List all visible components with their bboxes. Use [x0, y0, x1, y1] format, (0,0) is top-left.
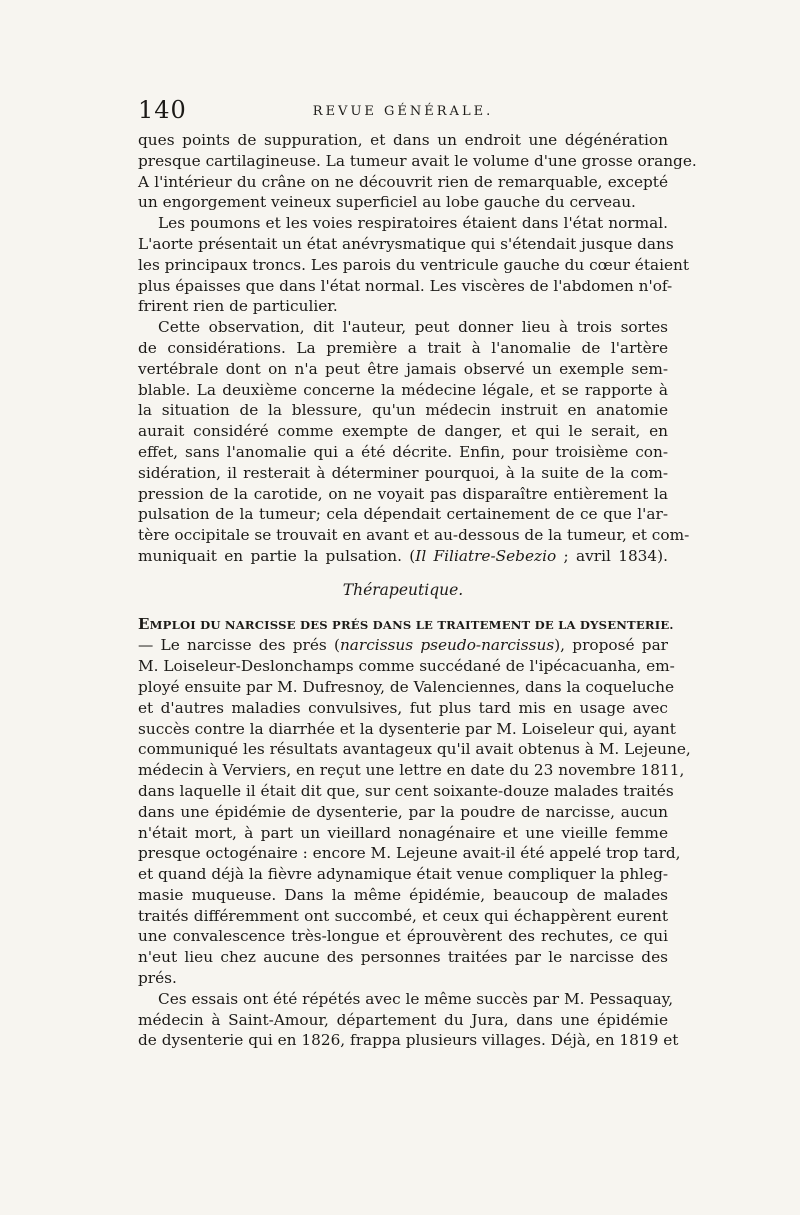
- text-line: L'aorte présentait un état anévrysmatique qui s'étendait jusque dans: [138, 234, 674, 253]
- running-title: REVUE GÉNÉRALE.: [312, 104, 494, 119]
- text-line: sidération, il resterait à déterminer pourquoi, à la suite de la com-: [138, 463, 668, 482]
- text-line: dans laquelle il était dit que, sur cent soixante-douze malades traités: [138, 781, 674, 800]
- text-line: vertébrale dont on n'a peut être jamais observé un exemple sem-: [138, 359, 668, 378]
- text-line: effet, sans l'anomalie qui a été décrite. Enfin, pour troisième con-: [138, 442, 668, 461]
- heading-initial: E: [138, 614, 150, 633]
- text-line: frirent rien de particulier.: [138, 297, 338, 316]
- paragraph-final: [138, 989, 679, 1051]
- page-header: [138, 96, 668, 126]
- text-line: masie muqueuse. Dans la même épidémie, beaucoup de malades: [138, 885, 668, 904]
- paragraph-1: [138, 130, 697, 213]
- page-number: 140: [138, 96, 187, 124]
- text-line: Cette observation, dit l'auteur, peut donner lieu à trois sortes: [158, 318, 668, 337]
- text-line: et quand déjà la fièvre adynamique était venue compliquer la phleg-: [138, 865, 669, 884]
- text-line: prés.: [138, 969, 177, 988]
- section-title: Thérapeutique.: [342, 580, 464, 599]
- text-line: — Le narcisse des prés (narcissus pseudo-narcissus), proposé par: [138, 636, 668, 655]
- text-line: traités différemment ont succombé, et ceux qui échappèrent eurent: [138, 906, 668, 925]
- text-line: tère occipitale se trouvait en avant et au-dessous de la tumeur, et com-: [138, 526, 690, 545]
- text-line: médecin à Saint-Amour, département du Jura, dans une épidémie: [138, 1010, 668, 1029]
- text-line: Ces essais ont été répétés avec le même succès par M. Pessaquay,: [158, 989, 674, 1008]
- article-heading: [138, 614, 674, 636]
- text-line: les principaux troncs. Les parois du ventricule gauche du cœur étaient: [138, 255, 690, 274]
- text-line: muniquait en partie la pulsation. (Il Filiatre-Sebezio ; avril 1834).: [138, 546, 668, 565]
- paragraph-2: [138, 213, 690, 317]
- text-line: ployé ensuite par M. Dufresnoy, de Valenciennes, dans la coqueluche: [138, 677, 675, 696]
- text-line: pulsation de la tumeur; cela dépendait certainement de ce que l'ar-: [138, 505, 668, 524]
- text-line: presque octogénaire : encore M. Lejeune avait-il été appelé trop tard,: [138, 844, 681, 863]
- heading-text: MPLOI DU NARCISSE DES PRÉS DANS LE TRAITEMENT DE LA DYSENTERIE.: [149, 617, 674, 632]
- text-line: de dysenterie qui en 1826, frappa plusieurs villages. Déjà, en 1819 et: [138, 1031, 679, 1050]
- text-line: A l'intérieur du crâne on ne découvrit rien de remarquable, excepté: [138, 172, 668, 191]
- italic-phrase: narcissus pseudo-narcissus: [339, 636, 555, 655]
- text-line: plus épaisses que dans l'état normal. Les viscères de l'abdomen n'of-: [138, 276, 673, 295]
- text-line: pression de la carotide, on ne voyait pas disparaître entièrement la: [138, 484, 668, 503]
- text-line: communiqué les résultats avantageux qu'il avait obtenus à M. Lejeune,: [138, 740, 691, 759]
- text-line: presque cartilagineuse. La tumeur avait le volume d'une grosse orange.: [138, 151, 697, 170]
- text-line: médecin à Verviers, en reçut une lettre en date du 23 novembre 1811,: [138, 761, 685, 780]
- text-line: ques points de suppuration, et dans un endroit une dégénération: [138, 131, 668, 149]
- text-line: et d'autres maladies convulsives, fut plus tard mis en usage avec: [138, 698, 668, 717]
- text-line: un engorgement veineux superficiel au lobe gauche du cerveau.: [138, 193, 636, 212]
- text-line: blable. La deuxième concerne la médecine légale, et se rapporte à: [138, 380, 668, 399]
- text-line: n'était mort, à part un vieillard nonagénaire et une vieille femme: [138, 823, 668, 842]
- text-line: Les poumons et les voies respiratoires étaient dans l'état normal.: [158, 214, 668, 233]
- page-body: [138, 130, 697, 1051]
- text-line: dans une épidémie de dysenterie, par la poudre de narcisse, aucun: [138, 802, 668, 821]
- text-line: n'eut lieu chez aucune des personnes traitées par le narcisse des: [138, 948, 668, 967]
- article: [138, 614, 691, 989]
- italic-phrase: Il Filiatre-Sebezio: [415, 546, 557, 565]
- text-line: de considérations. La première a trait à l'anomalie de l'artère: [138, 338, 668, 357]
- paragraph-3: [138, 317, 690, 567]
- text-line: aurait considéré comme exempte de danger, et qui le serait, en: [138, 422, 668, 441]
- text-line: une convalescence très-longue et éprouvèrent des rechutes, ce qui: [138, 927, 668, 946]
- text-line: la situation de la blessure, qu'un médecin instruit en anatomie: [138, 401, 668, 420]
- text-line: succès contre la diarrhée et la dysenterie par M. Loiseleur qui, ayant: [138, 719, 676, 738]
- text-line: M. Loiseleur-Deslonchamps comme succédané de l'ipécacuanha, em-: [138, 657, 675, 676]
